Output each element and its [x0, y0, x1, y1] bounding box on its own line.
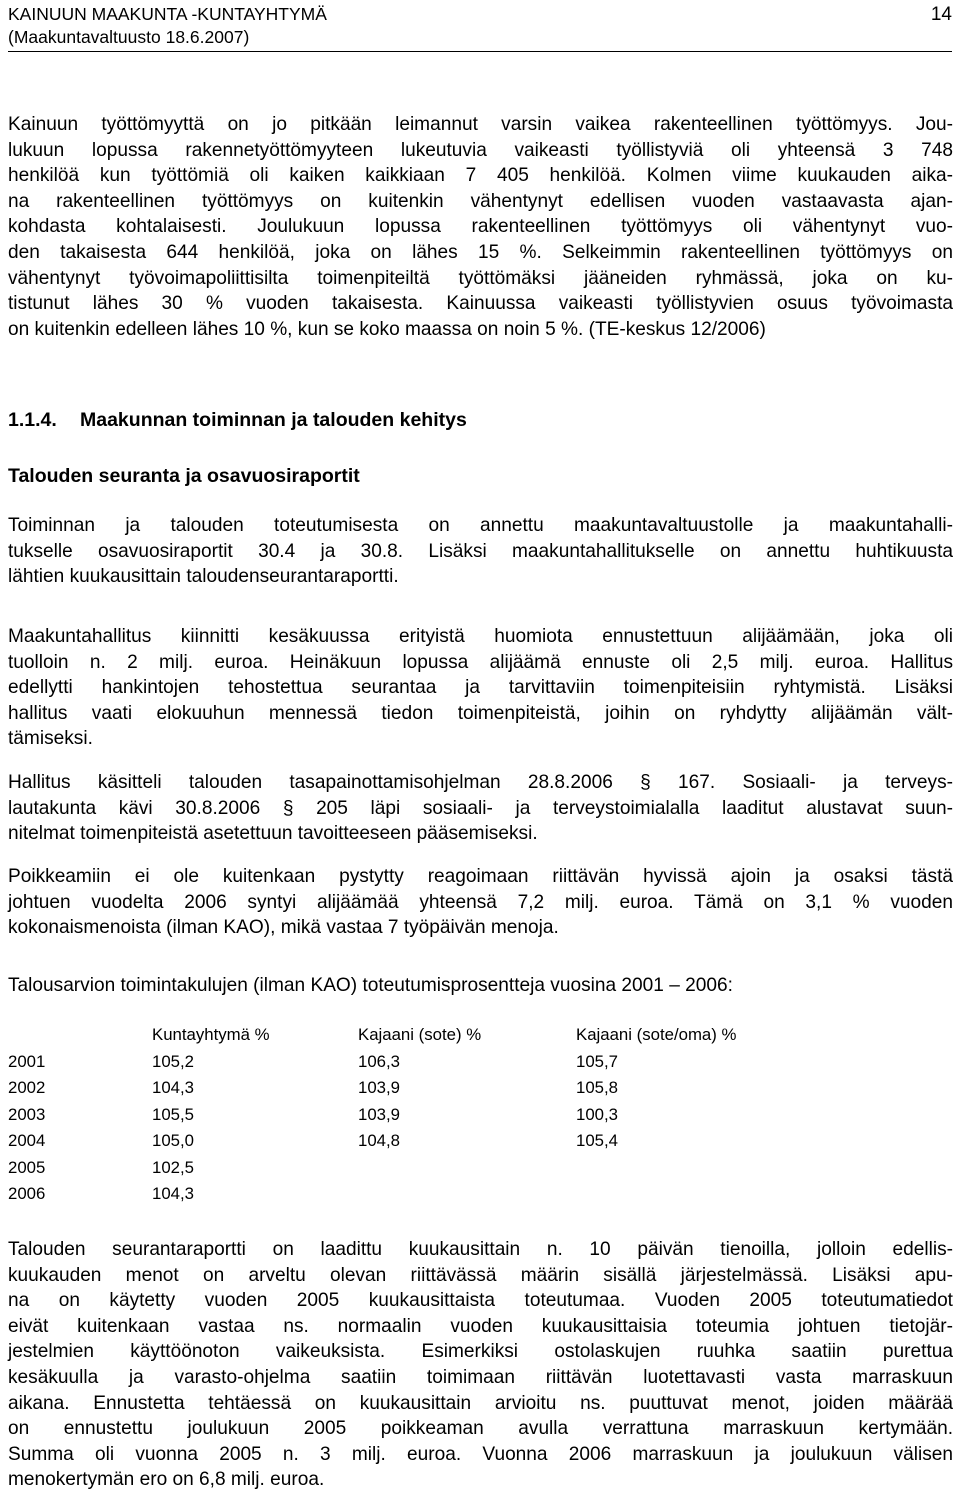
table-header-cell: Kuntayhtymä % — [152, 1025, 270, 1045]
paragraph-line: lautakunta kävi 30.8.2006 § 205 läpi sosiaali- ja terveystoimialalla laaditut alustavat suun- — [8, 797, 953, 819]
paragraph-line: tukselle osavuosiraportit 30.4 ja 30.8. Lisäksi maakuntahallitukselle on annettu huhtikuusta — [8, 540, 953, 562]
table-year-cell: 2002 — [8, 1078, 46, 1098]
table-header-cell — [8, 1022, 152, 1049]
table-header-cell: Kajaani (sote) % — [358, 1025, 482, 1045]
paragraph-line: na rakenteellinen työttömyys on kuitenkin vähentynyt edellisen vuoden vastaavasta ajan- — [8, 190, 953, 212]
section-heading — [8, 409, 467, 432]
paragraph-deviations — [8, 864, 953, 941]
paragraph-line: Talouden seurantaraportti on laadittu kuukausittain n. 10 päivän tienoilla, jolloin edellis- — [8, 1239, 953, 1260]
table-value-cell: 104,3 — [152, 1184, 194, 1204]
paragraph-line: menokertymän ero on 6,8 milj. euroa. — [8, 1469, 325, 1491]
paragraph-line: henkilöä kun työttömiä oli kaiken kaikkiaan 7 405 henkilöä. Kolmen viime kuukauden aika- — [8, 165, 953, 187]
paragraph-line: Hallitus käsitteli talouden tasapainottamisohjelman 28.8.2006 § 167. Sosiaali- ja terveys- — [8, 772, 953, 793]
paragraph-line: kesäkuulla ja varasto-ohjelma saatiin toimimaan riittävän luotettavasti vasta marraskuun — [8, 1366, 953, 1388]
table-year-cell: 2005 — [8, 1157, 46, 1177]
paragraph-line: tuolloin n. 2 milj. euroa. Heinäkuun lopussa alijäämä ennuste oli 2,5 milj. euroa. Hallitus — [8, 651, 953, 673]
table-value-cell: 103,9 — [358, 1104, 400, 1124]
paragraph-line: eivät kuitenkaan vastaa ns. normaalin vuoden kuukausittaisia toteumia johtuen tietojär- — [8, 1315, 953, 1337]
paragraph-line: lukuun lopussa rakennetyöttömyyteen lukeutuvia vaikeasti työllistyviä oli yhteensä 3 748 — [8, 139, 953, 161]
paragraph-line: Maakuntahallitus kiinnitti kesäkuussa erityistä huomiota ennustettuun alijäämään, joka oli — [8, 626, 953, 647]
paragraph-reports — [8, 513, 953, 590]
subsection-heading: Talouden seuranta ja osavuosiraportit — [8, 465, 360, 487]
table-header-row — [8, 1022, 796, 1049]
paragraph-line: na on käytetty vuoden 2005 kuukausittaista toteutumaa. Vuoden 2005 toteutumatiedot — [8, 1290, 953, 1312]
paragraph-line: kuukauden menot on arveltu olevan riittävässä määrin sisällä järjestelmässä. Lisäksi apu- — [8, 1264, 953, 1286]
table-row — [8, 1128, 796, 1155]
paragraph-balancing-program — [8, 770, 953, 847]
table-value-cell — [358, 1181, 576, 1208]
table-value-cell — [358, 1155, 576, 1182]
paragraph-line: den takaisesta 644 henkilöä, joka on lähes 15 %. Selkeimmin rakenteellinen työttömyys on — [8, 241, 953, 263]
paragraph-line: Toiminnan ja talouden toteutumisesta on annettu maakuntavaltuustolle ja maakuntahalli- — [8, 515, 953, 536]
header-organization: KAINUUN MAAKUNTA -KUNTAYHTYMÄ — [8, 4, 327, 24]
table-value-cell: 103,9 — [358, 1078, 400, 1098]
table-value-cell: 104,8 — [358, 1131, 400, 1151]
header-meeting-date: (Maakuntavaltuusto 18.6.2007) — [8, 27, 250, 47]
table-value-cell — [576, 1155, 796, 1182]
paragraph-line: johtuen vuodelta 2006 syntyi alijäämää yhteensä 7,2 milj. euroa. Tämä on 3,1 % vuoden — [8, 891, 953, 913]
paragraph-line: edellytti hankintojen tehostettua seurantaa ja tarvittaviin toimenpiteisiin ryhtymistä. Lisäksi — [8, 677, 953, 699]
paragraph-line: tistunut lähes 30 % vuoden takaisesta. Kainuussa vaikeasti työllistyvien osuus työvoimasta — [8, 293, 953, 315]
realization-table — [8, 1022, 796, 1208]
paragraph-board-deficit — [8, 624, 953, 752]
table-value-cell — [576, 1181, 796, 1208]
paragraph-line: kohdasta kohtalaisesti. Joulukuun lopussa rakenteellinen työttömyys oli vähentynyt vuo- — [8, 216, 953, 238]
paragraph-line: on ennustettu joulukuun 2005 poikkeaman avulla verrattuna marraskuun kertymään. — [8, 1418, 953, 1440]
table-year-cell: 2006 — [8, 1184, 46, 1204]
table-value-cell: 105,2 — [152, 1051, 194, 1071]
section-number: 1.1.4. — [8, 409, 57, 431]
paragraph-line: hallitus vaati elokuuhun mennessä tiedon toimenpiteistä, joihin on ryhdytty alijäämän vält- — [8, 702, 953, 724]
paragraph-line: tämiseksi. — [8, 728, 93, 750]
paragraph-line: Summa oli vuonna 2005 n. 3 milj. euroa. Vuonna 2006 marraskuun ja joulukuun välisen — [8, 1443, 953, 1465]
paragraph-line: nitelmat toimenpiteistä asetettuun tavoitteeseen pääsemiseksi. — [8, 823, 538, 845]
paragraph-line: vähentynyt työvoimapoliittisilta toimenpiteiltä työttömäksi jääneiden ryhmässä, joka on ku- — [8, 267, 953, 289]
paragraph-monitoring — [8, 1237, 953, 1493]
table-row — [8, 1181, 796, 1208]
table-year-cell: 2001 — [8, 1051, 46, 1071]
table-value-cell: 105,7 — [576, 1051, 618, 1071]
page-number: 14 — [930, 4, 952, 25]
table-value-cell: 105,0 — [152, 1131, 194, 1151]
table-value-cell: 102,5 — [152, 1157, 194, 1177]
page-header — [8, 3, 952, 49]
table-intro: Talousarvion toimintakulujen (ilman KAO) toteutumisprosentteja vuosina 2001 – 2006: — [8, 975, 733, 996]
paragraph-line: jestelmien käyttöönoton vaikeuksista. Esimerkiksi ostolaskujen ruuhka saatiin purettua — [8, 1341, 953, 1363]
paragraph-unemployment — [8, 112, 953, 342]
table-row — [8, 1049, 796, 1076]
table-row — [8, 1102, 796, 1129]
paragraph-line: on kuitenkin edelleen lähes 10 %, kun se koko maassa on noin 5 %. (TE-keskus 12/2006) — [8, 318, 766, 340]
table-value-cell: 105,8 — [576, 1078, 618, 1098]
table-row — [8, 1075, 796, 1102]
table-value-cell: 106,3 — [358, 1051, 400, 1071]
table-header-cell: Kajaani (sote/oma) % — [576, 1025, 737, 1045]
header-divider — [8, 51, 952, 52]
table-row — [8, 1155, 796, 1182]
paragraph-line: Poikkeamiin ei ole kuitenkaan pystytty reagoimaan riittävän hyvissä ajoin ja osaksi tästä — [8, 866, 953, 887]
paragraph-line: kokonaismenoista (ilman KAO), mikä vastaa 7 työpäivän menoja. — [8, 917, 559, 939]
paragraph-line: lähtien kuukausittain taloudenseurantaraportti. — [8, 566, 399, 588]
table-value-cell: 100,3 — [576, 1104, 618, 1124]
table-year-cell: 2003 — [8, 1104, 46, 1124]
table-value-cell: 105,5 — [152, 1104, 194, 1124]
paragraph-line: Kainuun työttömyyttä on jo pitkään leimannut varsin vaikea rakenteellinen työttömyys. Jou- — [8, 114, 953, 135]
section-title: Maakunnan toiminnan ja talouden kehitys — [80, 409, 467, 431]
table-year-cell: 2004 — [8, 1131, 46, 1151]
table-value-cell: 104,3 — [152, 1078, 194, 1098]
paragraph-line: aikana. Ennustetta tehtäessä on kuukausittain arvioitu ns. puuttuvat menot, joiden määrää — [8, 1392, 953, 1414]
table-value-cell: 105,4 — [576, 1131, 618, 1151]
